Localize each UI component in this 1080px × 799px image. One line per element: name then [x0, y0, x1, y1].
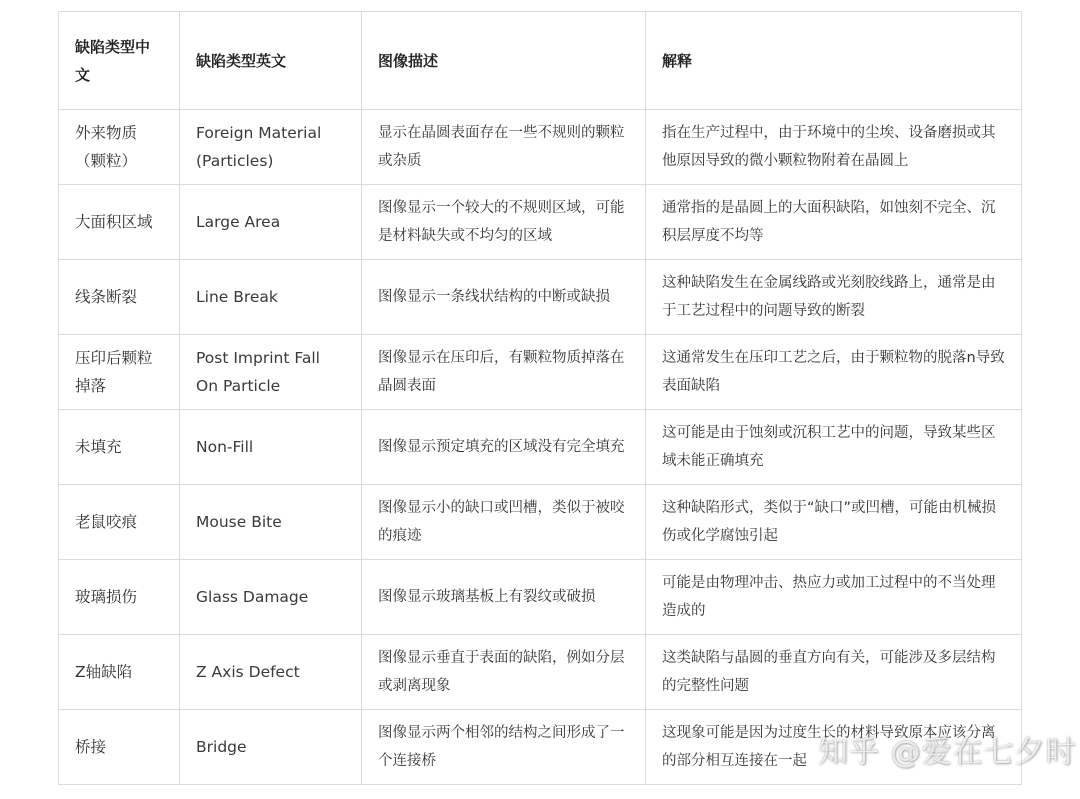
cell-explanation: 这可能是由于蚀刻或沉积工艺中的问题，导致某些区域未能正确填充 [646, 410, 1022, 485]
cell-cn-type: 外来物质（颗粒） [59, 110, 180, 185]
cell-cn-type: 玻璃损伤 [59, 560, 180, 635]
cell-image-description: 图像显示小的缺口或凹槽，类似于被咬的痕迹 [362, 485, 646, 560]
cell-image-description: 显示在晶圆表面存在一些不规则的颗粒或杂质 [362, 110, 646, 185]
table-row [59, 185, 1022, 260]
cell-cn-type: 老鼠咬痕 [59, 485, 180, 560]
header-row [59, 12, 1022, 110]
cell-cn-type: 未填充 [59, 410, 180, 485]
cell-explanation: 这类缺陷与晶圆的垂直方向有关，可能涉及多层结构的完整性问题 [646, 635, 1022, 710]
header-cn-type: 缺陷类型中文 [59, 12, 180, 110]
cell-en-type: Large Area [180, 185, 362, 260]
cell-en-type: Foreign Material (Particles) [180, 110, 362, 185]
cell-explanation: 这现象可能是因为过度生长的材料导致原本应该分离的部分相互连接在一起 [646, 710, 1022, 785]
table-body [59, 110, 1022, 785]
cell-explanation: 通常指的是晶圆上的大面积缺陷，如蚀刻不完全、沉积层厚度不均等 [646, 185, 1022, 260]
defect-type-table [58, 11, 1022, 785]
cell-image-description: 图像显示玻璃基板上有裂纹或破损 [362, 560, 646, 635]
header-en-type: 缺陷类型英文 [180, 12, 362, 110]
table-row [59, 710, 1022, 785]
zhihu-watermark: 知乎 @爱在七夕时 [818, 735, 1077, 770]
cell-cn-type: 桥接 [59, 710, 180, 785]
cell-image-description: 图像显示垂直于表面的缺陷，例如分层或剥离现象 [362, 635, 646, 710]
cell-en-type: Bridge [180, 710, 362, 785]
cell-en-type: Post Imprint Fall On Particle [180, 335, 362, 410]
table-row [59, 560, 1022, 635]
table-row [59, 110, 1022, 185]
cell-image-description: 图像显示一条线状结构的中断或缺损 [362, 260, 646, 335]
table-header [59, 12, 1022, 110]
table-row [59, 635, 1022, 710]
header-explanation: 解释 [646, 12, 1022, 110]
cell-en-type: Glass Damage [180, 560, 362, 635]
header-image-description: 图像描述 [362, 12, 646, 110]
cell-explanation: 这种缺陷发生在金属线路或光刻胶线路上，通常是由于工艺过程中的问题导致的断裂 [646, 260, 1022, 335]
cell-en-type: Z Axis Defect [180, 635, 362, 710]
cell-cn-type: 压印后颗粒掉落 [59, 335, 180, 410]
cell-image-description: 图像显示两个相邻的结构之间形成了一个连接桥 [362, 710, 646, 785]
cell-explanation: 可能是由物理冲击、热应力或加工过程中的不当处理造成的 [646, 560, 1022, 635]
cell-cn-type: 大面积区域 [59, 185, 180, 260]
cell-image-description: 图像显示在压印后，有颗粒物质掉落在晶圆表面 [362, 335, 646, 410]
cell-image-description: 图像显示一个较大的不规则区域，可能是材料缺失或不均匀的区域 [362, 185, 646, 260]
table-row [59, 335, 1022, 410]
cell-image-description: 图像显示预定填充的区域没有完全填充 [362, 410, 646, 485]
table-row [59, 260, 1022, 335]
cell-en-type: Non-Fill [180, 410, 362, 485]
cell-cn-type: Z轴缺陷 [59, 635, 180, 710]
table-row [59, 485, 1022, 560]
cell-explanation: 这通常发生在压印工艺之后，由于颗粒物的脱落n导致表面缺陷 [646, 335, 1022, 410]
cell-en-type: Mouse Bite [180, 485, 362, 560]
cell-explanation: 指在生产过程中，由于环境中的尘埃、设备磨损或其他原因导致的微小颗粒物附着在晶圆上 [646, 110, 1022, 185]
cell-cn-type: 线条断裂 [59, 260, 180, 335]
table-row [59, 410, 1022, 485]
cell-explanation: 这种缺陷形式，类似于“缺口”或凹槽，可能由机械损伤或化学腐蚀引起 [646, 485, 1022, 560]
cell-en-type: Line Break [180, 260, 362, 335]
